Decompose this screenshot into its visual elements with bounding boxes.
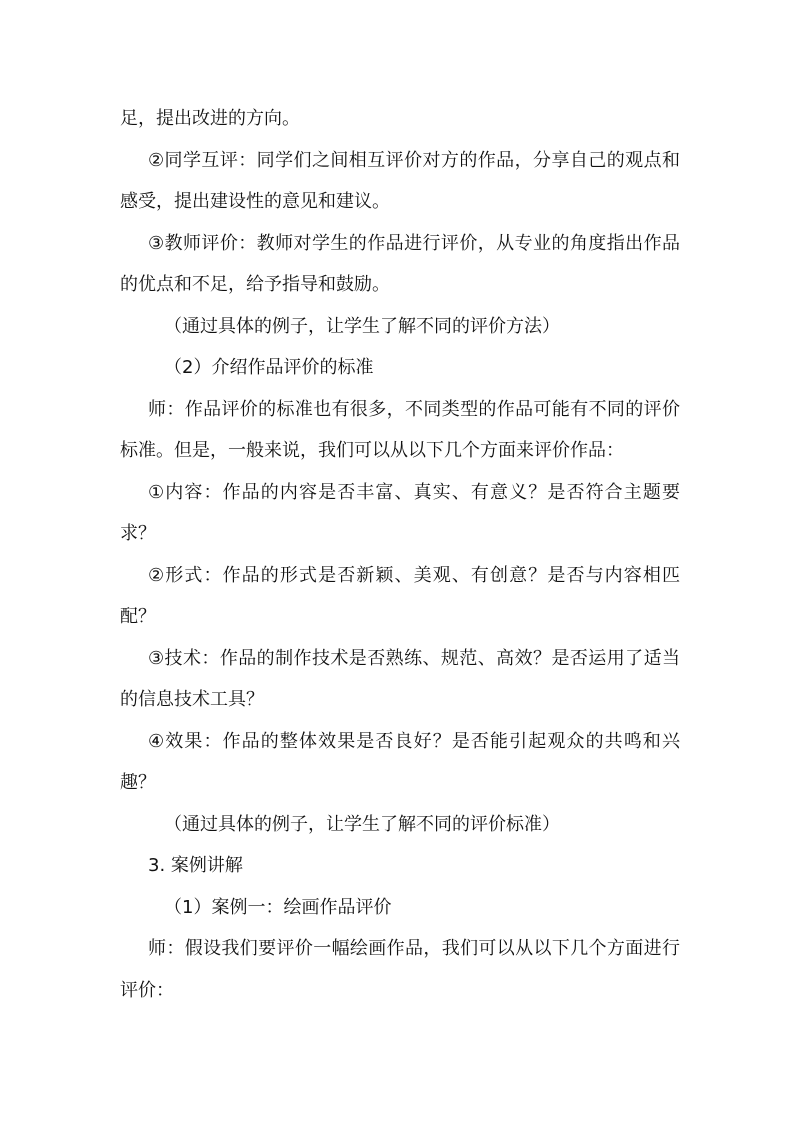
note-evaluation-criteria: （通过具体的例子，让学生了解不同的评价标准） xyxy=(164,813,560,835)
paragraph-criteria-intro: 师：作品评价的标准也有很多，不同类型的作品可能有不同的评价标准。但是，一般来说，我们可以从以下几个方面来评价作品： xyxy=(120,398,680,461)
paragraph-continuation: 足，提出改进的方向。 xyxy=(120,108,300,129)
paragraph-teacher-review: ③教师评价：教师对学生的作品进行评价，从专业的角度指出作品的优点和不足，给予指导和鼓励。 xyxy=(120,232,680,295)
document-body xyxy=(120,98,680,1011)
criterion-form: ②形式：作品的形式是否新颖、美观、有创意？是否与内容相匹配？ xyxy=(120,564,680,627)
criterion-content: ①内容：作品的内容是否丰富、真实、有意义？是否符合主题要求？ xyxy=(120,481,680,544)
heading-case-one: （1）案例一：绘画作品评价 xyxy=(164,896,392,918)
paragraph-case-one-intro: 师：假设我们要评价一幅绘画作品，我们可以从以下几个方面进行评价： xyxy=(120,938,680,1001)
criterion-effect: ④效果：作品的整体效果是否良好？是否能引起观众的共鸣和兴趣？ xyxy=(120,730,680,793)
note-evaluation-methods: （通过具体的例子，让学生了解不同的评价方法） xyxy=(164,315,560,337)
heading-evaluation-criteria: （2）介绍作品评价的标准 xyxy=(164,357,374,378)
criterion-technique: ③技术：作品的制作技术是否熟练、规范、高效？是否运用了适当的信息技术工具？ xyxy=(120,647,680,710)
heading-case-study: 3. 案例讲解 xyxy=(148,855,243,876)
paragraph-peer-review: ②同学互评：同学们之间相互评价对方的作品，分享自己的观点和感受，提出建设性的意见和建议。 xyxy=(120,149,680,212)
